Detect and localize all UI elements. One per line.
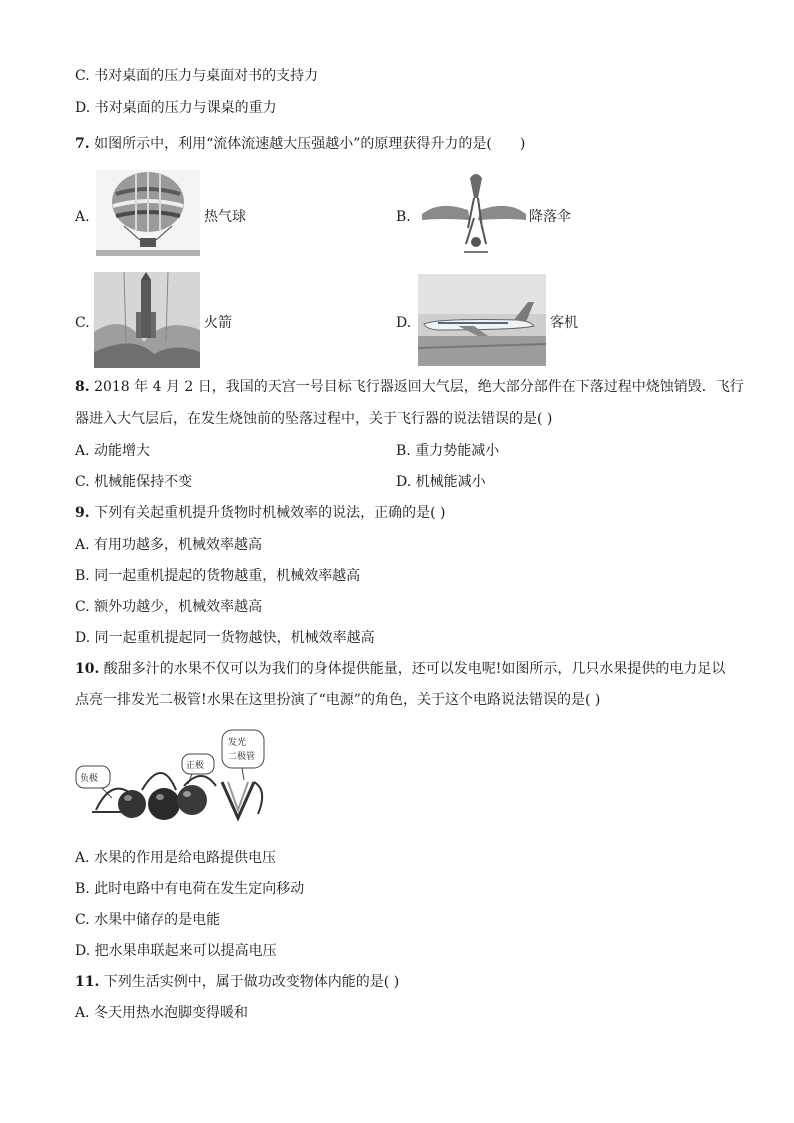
- q7-option-a-caption: 热气球: [204, 209, 246, 225]
- label-led-line2: 二极管: [228, 752, 256, 762]
- q7-option-c-caption: 火箭: [204, 315, 232, 331]
- q10-number: 10.: [75, 661, 100, 677]
- q8-stem-text1: 2018 年 4 月 2 日，我国的天宫一号目标飞行器返回大气层，绝大部分部件在下落过程中烧蚀销毁．飞行: [89, 379, 744, 395]
- q8-number: 8.: [75, 379, 90, 395]
- label-positive: 正极: [186, 761, 205, 771]
- fruit-battery-figure: [72, 726, 278, 828]
- q7-option-d-caption: 客机: [550, 315, 578, 331]
- q7-stem: [75, 135, 525, 153]
- parachute-photo: [420, 168, 528, 264]
- q8-option-c: C. 机械能保持不变: [75, 474, 193, 490]
- q9-stem: [75, 504, 445, 522]
- q9-stem-text: 下列有关起重机提升货物时机械效率的说法，正确的是( ): [89, 505, 446, 521]
- q11-number: 11.: [75, 974, 100, 990]
- hot-air-balloon-photo: [96, 170, 200, 256]
- q9-option-a: A. 有用功越多，机械效率越高: [75, 537, 263, 553]
- q10-stem-text1: 酸甜多汁的水果不仅可以为我们的身体提供能量，还可以发电呢!如图所示，几只水果提供的电力足以: [99, 661, 726, 677]
- q7-option-c-letter: C.: [75, 315, 90, 331]
- q8-stem-line1: [75, 378, 744, 396]
- q6-option-c: C. 书对桌面的压力与桌面对书的支持力: [75, 68, 319, 84]
- q8-option-a: A. 动能增大: [75, 443, 151, 459]
- q7-stem-text: 如图所示中，利用“流体流速越大压强越小”的原理获得升力的是( ): [89, 136, 526, 152]
- q10-option-b: B. 此时电路中有电荷在发生定向移动: [75, 881, 305, 897]
- airliner-photo: [418, 274, 546, 366]
- label-led-line1: 发光: [228, 738, 247, 748]
- q6-option-d: D. 书对桌面的压力与课桌的重力: [75, 100, 277, 116]
- q9-option-d: D. 同一起重机提起同一货物越快，机械效率越高: [75, 630, 375, 646]
- q10-option-a: A. 水果的作用是给电路提供电压: [75, 850, 277, 866]
- q8-option-d: D. 机械能减小: [396, 474, 486, 490]
- q10-option-c: C. 水果中储存的是电能: [75, 912, 221, 928]
- q10-option-d: D. 把水果串联起来可以提高电压: [75, 943, 277, 959]
- q7-number: 7.: [75, 136, 90, 152]
- q7-option-b-letter: B.: [396, 209, 411, 225]
- q9-option-b: B. 同一起重机提起的货物越重，机械效率越高: [75, 568, 361, 584]
- rocket-photo: [94, 272, 200, 368]
- q9-number: 9.: [75, 505, 90, 521]
- q7-option-b-caption: 降落伞: [529, 209, 571, 225]
- q10-stem-line1: [75, 660, 725, 678]
- q11-option-a: A. 冬天用热水泡脚变得暖和: [75, 1005, 249, 1021]
- q8-option-b: B. 重力势能减小: [396, 443, 500, 459]
- q8-stem-line2: 器进入大气层后，在发生烧蚀前的坠落过程中，关于飞行器的说法错误的是( ): [75, 411, 553, 427]
- q10-stem-line2: 点亮一排发光二极管!水果在这里扮演了“电源”的角色，关于这个电路说法错误的是( ): [75, 692, 601, 708]
- label-negative: 负极: [80, 774, 99, 784]
- q9-option-c: C. 额外功越少，机械效率越高: [75, 599, 263, 615]
- q11-stem-text: 下列生活实例中，属于做功改变物体内能的是( ): [99, 974, 400, 990]
- q7-option-a-letter: A.: [75, 209, 90, 225]
- q11-stem: [75, 973, 399, 991]
- q7-option-d-letter: D.: [396, 315, 412, 331]
